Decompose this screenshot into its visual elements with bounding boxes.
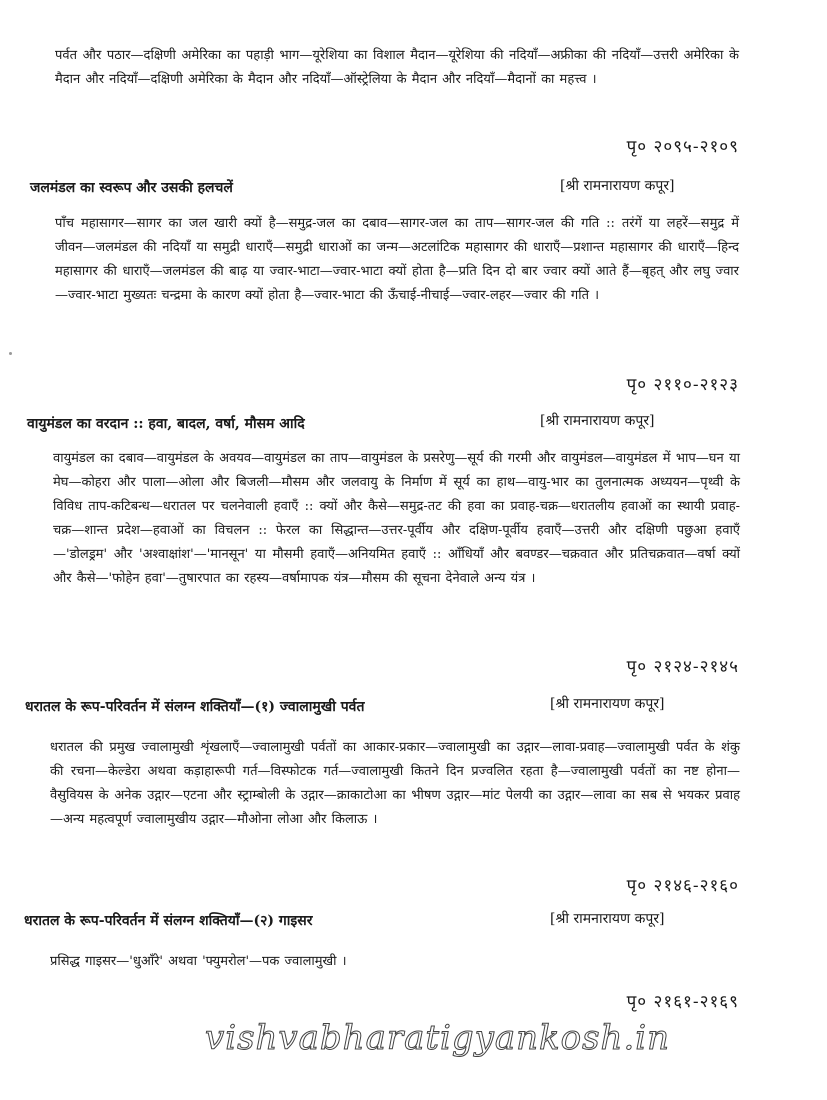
section-author: [श्री रामनारायण कपूर] [550,911,665,927]
page-range: पृ० २०९५-२१०९ [626,137,739,157]
site-watermark: vishvabharatigyankosh.in [205,1018,671,1058]
page-range: पृ० २१४६-२१६० [626,876,739,896]
section-author: [श्री रामनारायण कपूर] [550,696,665,712]
scan-speck [9,352,12,355]
page-range: पृ० २१२४-२१४५ [626,657,739,677]
section-summary: पर्वत और पठार—दक्षिणी अमेरिका का पहाड़ी भाग—यूरेशिया का विशाल मैदान—यूरेशिया की नदियाँ—अफ्रीका की नदियाँ—उत्तरी अमेरिका के मैदान और नदियाँ—दक्षिणी अमेरिका के मैदान और नदियाँ—ऑस्ट्रेलिया के मैदान और नदियाँ—मैदानों का महत्त्व । [55,48,739,87]
section-heading: जलमंडल का स्वरूप और उसकी हलचलें [30,180,233,196]
section-summary: प्रसिद्ध गाइसर—'धुआँरे' अथवा 'फ्युमरोल'—पक ज्वालामुखी । [50,954,347,969]
section-author: [श्री रामनारायण कपूर] [540,413,655,429]
section-heading: वायुमंडल का वरदान :: हवा, बादल, वर्षा, मौसम आदि [27,416,305,432]
page-range: पृ० २११०-२१२३ [626,375,739,395]
section-heading: धरातल के रूप-परिवर्तन में संलग्न शक्तियाँ—(१) ज्वालामुखी पर्वत [25,699,365,715]
page-range: पृ० २१६१-२१६९ [626,992,739,1012]
section-summary: पाँच महासागर—सागर का जल खारी क्यों है—समुद्र-जल का दबाव—सागर-जल का ताप—सागर-जल की गति :: तरंगें या लहरें—समुद्र में जीवन—जलमंडल की नदियाँ या समुद्री धाराएँ—समुद्री धाराओं का जन्म—अटलांटिक महासागर की धाराएँ—प्रशान्त महासागर की धाराएँ—हिन्द महासागर की धाराएँ—जलमंडल की बाढ़ या ज्वार-भाटा—ज्वार-भाटा क्यों होता है—प्रति दिन दो बार ज्वार क्यों आते हैं—बृहत् और लघु ज्वार—ज्वार-भाटा मुख्यतः चन्द्रमा के कारण क्यों होता है—ज्वार-भाटा की ऊँचाई-नीचाई—ज्वार-लहर—ज्वार की गति । [55,216,739,303]
section-summary: वायुमंडल का दबाव—वायुमंडल के अवयव—वायुमंडल का ताप—वायुमंडल के प्रसरेणु—सूर्य की गरमी और वायुमंडल—वायुमंडल में भाप—घन या मेघ—कोहरा और पाला—ओला और बिजली—मौसम और जलवायु के निर्माण में सूर्य का हाथ—वायु-भार का तुलनात्मक अध्ययन—पृथ्वी के विविध ताप-कटिबन्ध—धरातल पर चलनेवाली हवाएँ :: क्यों और कैसे—समुद्र-तट की हवा का प्रवाह-चक्र—धरातलीय हवाओं का स्थायी प्रवाह-चक्र—शान्त प्रदेश—हवाओं का विचलन :: फेरल का सिद्धान्त—उत्तर-पूर्वीय और दक्षिण-पूर्वीय हवाएँ—उत्तरी और दक्षिणी पछुआ हवाएँ—'डोलड्रम' और 'अश्वाक्षांश'—'मानसून' या मौसमी हवाएँ—अनियमित हवाएँ :: आँधियाँ और बवण्डर—चक्रवात और प्रतिचक्रवात—वर्षा क्यों और कैसे—'फोहेन हवा'—तुषारपात का रहस्य—वर्षामापक यंत्र—मौसम की सूचना देनेवाले अन्य यंत्र । [53,451,740,586]
section-summary: धरातल की प्रमुख ज्वालामुखी शृंखलाएँ—ज्वालामुखी पर्वतों का आकार-प्रकार—ज्वालामुखी का उद्गार—लावा-प्रवाह—ज्वालामुखी पर्वत के शंकु की रचना—केल्डेरा अथवा कड़ाहारूपी गर्त—विस्फोटक गर्त—ज्वालामुखी कितने दिन प्रज्वलित रहता है—ज्वालामुखी पर्वतों का नष्ट होना—वैसुवियस के अनेक उद्गार—एटना और स्ट्राम्बोली के उद्गार—क्राकाटोआ का भीषण उद्गार—मांट पेलयी का उद्गार—लावा का सब से भयकर प्रवाह—अन्य महत्वपूर्ण ज्वालामुखीय उद्गार—मौओना लोआ और किलाऊ । [50,740,740,827]
section-heading: धरातल के रूप-परिवर्तन में संलग्न शक्तियाँ—(२) गाइसर [24,913,313,929]
section-author: [श्री रामनारायण कपूर] [560,178,675,194]
